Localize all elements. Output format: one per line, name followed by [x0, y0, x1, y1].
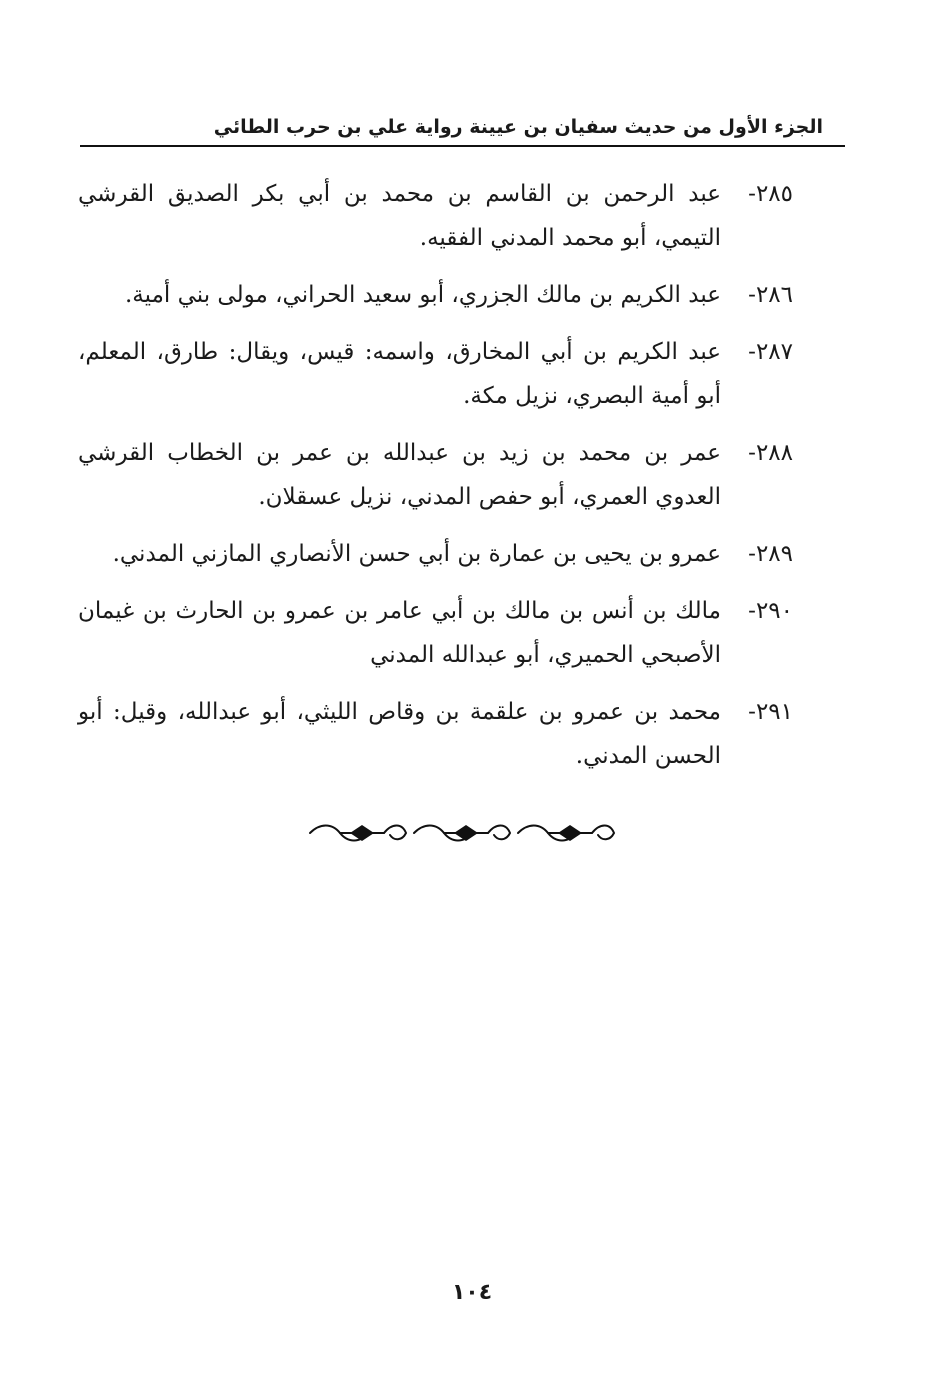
entry-text: مالك بن أنس بن مالك بن أبي عامر بن عمرو بن الحارث بن غيمان الأصبحي الحميري، أبو عبدالله المدني [78, 598, 721, 668]
entry-number: ٢٨٧- [748, 339, 793, 365]
list-item [78, 589, 793, 677]
list-item [78, 532, 793, 576]
list-item [78, 431, 793, 519]
list-item [78, 172, 793, 260]
entry-text: عبد الكريم بن أبي المخارق، واسمه: قيس، ويقال: طارق، المعلم، أبو أمية البصري، نزيل مكة. [78, 339, 721, 409]
entry-number: ٢٨٨- [748, 440, 793, 466]
header-rule [80, 145, 845, 147]
entry-number: ٢٨٥- [748, 181, 793, 207]
list-item [78, 690, 793, 778]
entry-number: ٢٨٩- [748, 541, 793, 567]
entry-text: عبد الرحمن بن القاسم بن محمد بن أبي بكر الصديق القرشي التيمي، أبو محمد المدني الفقيه. [78, 181, 721, 251]
entry-number: ٢٨٦- [748, 282, 793, 308]
list-item [78, 330, 793, 418]
entry-text: محمد بن عمرو بن علقمة بن وقاص الليثي، أبو عبدالله، وقيل: أبو الحسن المدني. [78, 699, 721, 769]
list-item [78, 273, 793, 317]
entry-text: عمرو بن يحيى بن عمارة بن أبي حسن الأنصاري المازني المدني. [112, 541, 721, 567]
entry-number: ٢٩١- [748, 699, 793, 725]
floral-divider-ornament-icon [306, 815, 618, 851]
entry-number: ٢٩٠- [748, 598, 793, 624]
page-number: ١٠٤ [451, 1280, 493, 1305]
running-header: الجزء الأول من حديث سفيان بن عيينة رواية علي بن حرب الطائي [213, 116, 823, 138]
entry-text: عمر بن محمد بن زيد بن عبدالله بن عمر بن الخطاب القرشي العدوي العمري، أبو حفص المدني، نزيل عسقلان. [78, 440, 721, 510]
entry-text: عبد الكريم بن مالك الجزري، أبو سعيد الحراني، مولى بني أمية. [124, 282, 721, 308]
entry-list [78, 172, 793, 791]
